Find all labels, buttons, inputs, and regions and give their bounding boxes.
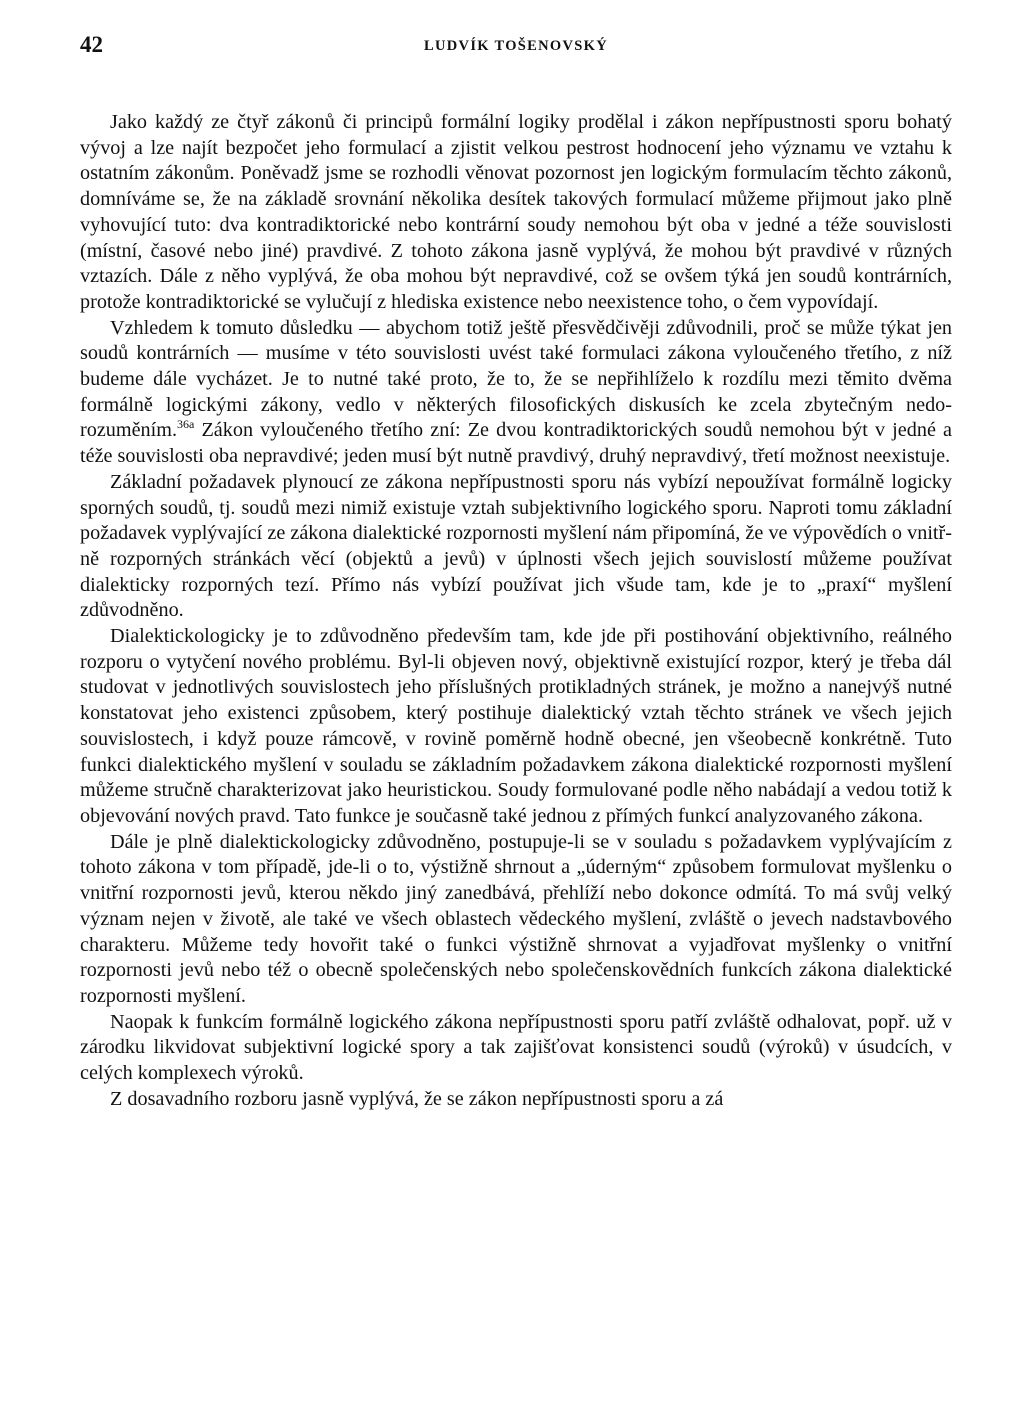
paragraph-7: Z dosavadního rozboru jasně vyplývá, že se zákon nepřípustnosti sporu a zá (110, 1087, 724, 1110)
paragraph-2-text-before: Vzhledem k tomuto důsledku — abychom totiž ještě přesvědčivěji zdůvodnili, proč se může týkat jen soudů kontrárních — musíme v této souvislosti uvést také formulaci zákona vyloučeného třetího, z níž budeme dále vycházet. Je to nutné také proto, že to, že se nepřihlíželo k rozdílu mezi těmito dvěma formálně logickými zákony, vedlo v některých filosofických diskusích ke zcela zbytečným nedorozuměním. (80, 316, 952, 442)
paragraph-2 (80, 316, 952, 470)
paragraph-4: Dialektickologicky je to zdůvodněno především tam, kde jde při postihování objektivního, reálného rozporu o vytyčení nového problému. Byl-li objeven nový, objektivně existující rozpor, který je třeba dál studovat v jednotlivých souvislostech jeho příslušných protikladných stránek, je možno a nanejvýš nutné konstatovat jeho existenci způsobem, který postihuje dialektický vztah těchto stránek ve všech jejich souvislostech, i když pouze rámcově, v rovině poměrně hodně obecné, jen všeobecně konkrétně. Tuto funkci dialektického myšlení v souladu se základním požadavkem zákona dialektické rozpornosti myšlení můžeme stručně charakterizovat jako heuristickou. Soudy formulované podle něho nabádají a vedou totiž k objevování nových pravd. Tato funkce je současně také jednou z přímých funkcí analyzovaného zákona. (80, 625, 952, 827)
paragraph-5: Dále je plně dialektickologicky zdůvodněno, postupuje-li se v souladu s požadavkem vyplývajícím z tohoto zákona v tom případě, jde-li o to, výstižně shrnout a „úderným“ způsobem formulovat myšlenku o vnitřní rozpornosti jevů, kterou někdo jiný zanedbává, přehlíží nebo dokonce odmítá. To má svůj velký význam nejen v životě, ale také ve všech oblastech vědeckého myšlení, zvláště o jevech nadstavbového charakteru. Můžeme tedy hovořit také o funkci výstižně shrnovat a vyjadřovat myšlenky o vnitřní rozpornosti jevů nebo též o obecně společenských nebo společenskovědních funkcích zákona dialektické rozpornosti myšlení. (80, 830, 952, 1007)
paragraph-3: Základní požadavek plynoucí ze zákona nepřípustnosti sporu nás vybízí nepoužívat formálně logicky sporných soudů, tj. soudů mezi nimiž existuje vztah subjektivního logického sporu. Naproti tomu základní požadavek vyplývající ze zákona dialektické rozpornosti myšlení nám připomíná, že ve výpovědích o vnitřně rozporných stránkách věcí (objektů a jevů) v úplnosti všech jejich souvislostí můžeme používat dialekticky rozporných tezí. Přímo nás vybízí používat jich všude tam, kde je to „praxí“ myšlení zdůvodněno. (80, 470, 952, 622)
body-text (80, 110, 952, 1112)
footnote-ref-36a[interactable]: 36a (177, 417, 195, 432)
page-header (80, 28, 952, 62)
running-head: LUDVÍK TOŠENOVSKÝ (424, 38, 608, 54)
paragraph-2-text-after: Zákon vyloučeného třetího zní: Ze dvou kontradiktorických soudů nemohou být v jedné a téže souvislosti oba nepravdivé; jeden musí být nutně pravdivý, druhý nepravdivý, třetí možnost neexistuje. (80, 419, 952, 468)
page-number: 42 (80, 32, 103, 57)
book-page (80, 28, 952, 1112)
paragraph-6: Naopak k funkcím formálně logického zákona nepřípustnosti sporu patří zvláště odhalovat, popř. už v zárodku likvidovat subjektivní logické spory a tak zajišťovat konsistenci soudů (výroků) v úsudcích, v celých komplexech výroků. (80, 1010, 952, 1085)
paragraph-1: Jako každý ze čtyř zákonů či principů formální logiky prodělal i zákon nepřípustnosti sporu bohatý vývoj a lze najít bezpočet jeho formulací a zjistit velkou pestrost hodnocení jeho významu ve vztahu k ostatním zákonům. Poněvadž jsme se rozhodli věnovat pozornost jen logickým formulacím těchto zákonů, domníváme se, že na základě srovnání několika desítek takových formulací můžeme přijmout jako plně vyhovující tuto: dva kontradiktorické nebo kontrární soudy nemohou být oba v jedné a téže souvislosti (místní, časové nebo jiné) pravdivé. Z tohoto zákona jasně vyplývá, že mohou být pravdivé v různých vztazích. Dále z něho vyplývá, že oba mohou být nepravdivé, což se ovšem týká jen soudů kontrárních, protože kontradiktorické se vylučují z hlediska existence nebo neexistence toho, o čem vypovídají. (80, 111, 952, 313)
